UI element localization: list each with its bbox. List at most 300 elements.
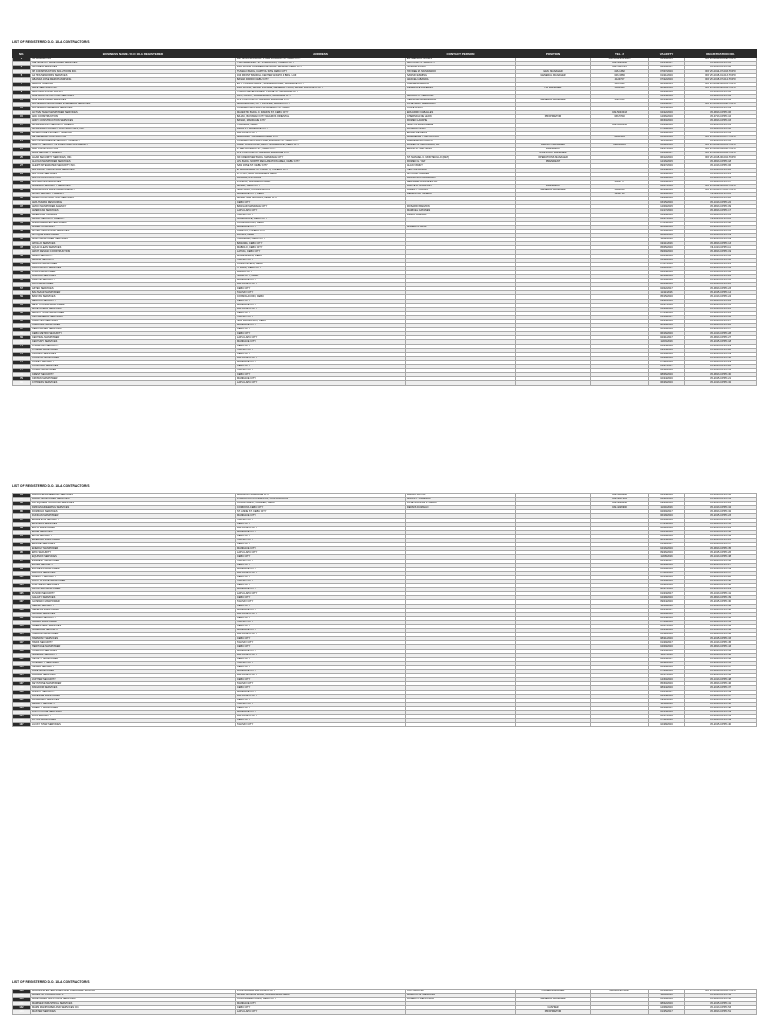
row-registration-no: VII-0813-CPPO-12 (685, 176, 757, 180)
row-business-name: HAWK SECURITY (31, 641, 236, 645)
row-validity: 07/31/2016 (649, 571, 685, 575)
row-no: 58 (13, 291, 31, 295)
registry-table (12, 49, 757, 386)
row-business-name: APEX MANPOWER SERVICES (31, 238, 236, 242)
row-no: 39 (13, 213, 31, 217)
row-address: CEBU CITY (236, 522, 406, 526)
row-contact-person: EDWIN DE LEON (406, 131, 516, 135)
row-address: SAN FRANCISCO, CEBU (236, 320, 406, 324)
row-registration-no: VII-0813-CPPO-15 (685, 229, 757, 233)
row-business-name: EMPIRE SERVICES (31, 543, 236, 547)
row-address: BASAK ACCESS ROAD, MINGLANILLA CEBU (236, 994, 406, 998)
row-contact-person: EDUARDO CABALLES (406, 111, 516, 115)
row-no: 43 (13, 229, 31, 233)
row-validity: 10/07/2016 (649, 625, 685, 629)
row-validity: 01/19/2017 (649, 315, 685, 319)
row-contact-person: CHERNICA DE LEON (406, 115, 516, 119)
row-registration-no: VII-0813-CPPO-23 (685, 287, 757, 291)
row-address: CEBU CITY (236, 698, 406, 702)
row-business-name: AE GENERAL CONTRACTOR (31, 135, 236, 139)
row-contact-person: JOSE MARY ABELARDO (406, 103, 516, 107)
row-business-name: CEBU ALLIED SERVICES (31, 328, 236, 332)
row-registration-no: VII-1013-CPPO-51 (685, 715, 757, 719)
row-business-name: EXCEL SECURITY (31, 563, 236, 567)
row-validity: 07/22/2016 (649, 78, 685, 82)
row-address: 2ND FLOOR COMMERCIAL BLDG. BANILAD CEBU CITY (236, 66, 406, 70)
row-no: 37 (13, 205, 31, 209)
row-address: LAPU-LAPU CITY (236, 283, 406, 287)
row-validity: 11/11/2016 (649, 291, 685, 295)
row-address: 3/F CREDOVER BLDG. MANDAUE CITY (236, 156, 406, 160)
row-contact-person: ROMEO G. DECOLAGO, JR. (406, 143, 516, 147)
row-registration-no: VII-1013-CPPO-28 (685, 332, 757, 336)
row-address: TALISAY CITY (236, 641, 406, 645)
row-business-name: EXPRESS MANPOWER (31, 567, 236, 571)
row-no: 83 (13, 502, 31, 506)
row-registration-no: VII-1013-CPPO-40 (685, 579, 757, 583)
row-no: 65 (13, 320, 31, 324)
row-registration-no: VII-0813-CPPO-27 (685, 336, 757, 340)
row-address: LAHUG, CEBU CITY (236, 250, 406, 254)
row-business-name: 3M CREW SERVICES (31, 66, 236, 70)
row-registration-no: VII-2015-CPPO-16 (685, 315, 757, 319)
row-address: EXT. TUNGKIL BLDG., SUMANDAN AVE., MANDAUE CITY (236, 82, 406, 86)
row-business-name: AGAR SECURITY SERVICES, INC. (31, 156, 236, 160)
row-validity: 10/19/2016 (649, 229, 685, 233)
row-validity: 01/06/2017 (649, 103, 685, 107)
row-validity: 11/27/2016 (649, 653, 685, 657)
row-validity: 05/15/2016 (649, 295, 685, 299)
row-address: MANDAUE CITY (236, 340, 406, 344)
row-validity: 09/04/2016 (649, 600, 685, 604)
row-business-name: ASIA PACIFIC SERVICES (31, 266, 236, 270)
row-address: COMPOSTELA, CEBU (236, 262, 406, 266)
row-no: 38 (13, 209, 31, 213)
row-registration-no: RO VII-2013-12-048-TCPO (685, 58, 757, 62)
row-no: 141 (13, 1002, 31, 1006)
col-position: POSITION (516, 50, 591, 58)
row-tel: 3457040 (591, 82, 649, 86)
row-business-name: ANTIQUE MANPOWER (31, 234, 236, 238)
row-validity: 09/21/2016 (649, 299, 685, 303)
row-registration-no: VII-1013-CPPO-06 (685, 66, 757, 70)
row-address: MANDAUE CITY (236, 608, 406, 612)
row-validity: 01/05/2017 (649, 690, 685, 694)
row-business-name: ARIES SECURITY (31, 254, 236, 258)
row-business-name: KNIGHT SECURITY (31, 690, 236, 694)
row-address: BARANGAY TALAMBAN CEBU CITY (236, 135, 406, 139)
row-registration-no: VII-1013-CPPO-26 (685, 168, 757, 172)
row-business-name: DANICA ENGINEERING SERVICES (31, 494, 236, 498)
row-business-name: LAKESIDE MANPOWER (31, 694, 236, 698)
row-no: 23 (13, 148, 31, 152)
row-address: CEBU CITY (236, 706, 406, 710)
row-validity: 03/02/2016 (649, 143, 685, 147)
row-address: LAPU-LAPU CITY (236, 526, 406, 530)
row-no: 52 (13, 266, 31, 270)
row-business-name: LOTUS MANPOWER (31, 719, 236, 723)
row-registration-no: VII-1013-CPPO-11 (685, 246, 757, 250)
row-contact-person: JESTONIO S. SKMPOTI (406, 62, 516, 66)
row-business-name: AM&M CONSTRUCTION SERVICES (31, 197, 236, 201)
row-validity: 12/23/2016 (649, 629, 685, 633)
row-address: LAPU-LAPU CITY (236, 209, 406, 213)
row-address: LAPU-LAPU CITY (236, 715, 406, 719)
row-no: 137 (13, 723, 31, 727)
row-no: 90 (13, 530, 31, 534)
section-title: LIST OF REGISTERED D.O. 18-A CONTRACTOR/S (12, 980, 90, 984)
row-tel (591, 381, 649, 385)
row-business-name: ADVENTURE PROJECT TRADING (31, 131, 236, 135)
row-business-name: ATLAS MANPOWER (31, 270, 236, 274)
row-validity: 08/18/2016 (649, 274, 685, 278)
row-business-name: ABANDA JOSE MERCHANDISING (31, 78, 236, 82)
row-validity: 03/08/2016 (649, 567, 685, 571)
row-no: 33 (13, 189, 31, 193)
row-validity: 02/14/2017 (649, 559, 685, 563)
section-title: LIST OF REGISTERED D.O. 18-A CONTRACTOR/S (12, 484, 90, 488)
row-registration-no: VII-0813-CPPO-20 (685, 197, 757, 201)
row-validity: 07/18/2016 (649, 127, 685, 131)
row-address: LAPU-LAPU CITY (236, 336, 406, 340)
row-business-name: INFINITY MANPOWER (31, 657, 236, 661)
row-no: 93 (13, 543, 31, 547)
row-registration-no: VII-2015-CPPO-18 (685, 340, 757, 344)
row-position: GEN. MANAGER (516, 70, 591, 74)
row-address: CEBU CITY (236, 678, 406, 682)
row-validity: 07/11/2016 (649, 719, 685, 723)
row-validity: 12/10/2015 (649, 58, 685, 62)
row-contact-person: VICTORIA LIM (406, 990, 516, 994)
row-address: CEBU CITY (236, 311, 406, 315)
row-address: DR. 88 ROJAS BLDG. P. DEL ROSARIO ST. CEBU CITY (236, 58, 406, 62)
row-address: TALISAY CITY (236, 539, 406, 543)
row-no: 53 (13, 270, 31, 274)
row-address: CONSOLACION, CEBU (236, 295, 406, 299)
row-registration-no: VII-1013-CPPO-24 (685, 295, 757, 299)
row-no: 128 (13, 686, 31, 690)
row-validity: 06/29/2016 (649, 563, 685, 567)
row-validity: 10/13/2016 (649, 575, 685, 579)
row-address: CEBU CITY (236, 332, 406, 336)
row-no: 1 (13, 58, 31, 62)
row-address: MANDAUE CITY (236, 1002, 406, 1006)
row-validity: 01/17/2016 (649, 209, 685, 213)
row-business-name: AVANTE SECURITY (31, 279, 236, 283)
row-no: 127 (13, 682, 31, 686)
row-no: 31 (13, 180, 31, 184)
row-business-name: ALERT INTEGRATED SECURITY INC. (31, 164, 236, 168)
row-no: 115 (13, 633, 31, 637)
row-business-name: MASTER SERVICES (31, 1010, 236, 1014)
row-no: 72 (13, 348, 31, 352)
row-business-name: GREEN LEAF SERVICES (31, 625, 236, 629)
row-address: CEBU CITY (236, 352, 406, 356)
row-no: 114 (13, 629, 31, 633)
row-business-name: COASTAL MANPOWER (31, 356, 236, 360)
row-business-name: DUNCAN MANPOWER (31, 514, 236, 518)
row-validity: 05/08/2016 (649, 534, 685, 538)
row-no: 87 (13, 518, 31, 522)
row-validity: 12/14/2015 (649, 168, 685, 172)
row-validity: 05/05/2016 (649, 246, 685, 250)
row-registration-no: VII-1013-CPPO-44 (685, 629, 757, 633)
row-position: OWNER/MANAGER (516, 990, 591, 994)
row-contact-person: ANTONIO SUAREZ (406, 172, 516, 176)
row-business-name: CREST SECURITY (31, 373, 236, 377)
row-business-name: INTEGRITY SERVICES (31, 661, 236, 665)
row-registration-no: VII-1013-CPPO-46 (685, 653, 757, 657)
row-validity: 03/18/2016 (649, 990, 685, 994)
row-address: CEBU CITY (236, 604, 406, 608)
col-reg: REGISTRATION NO. (685, 50, 757, 58)
row-no: 14 (13, 111, 31, 115)
row-validity: 08/22/2016 (649, 86, 685, 90)
row-address: MANDAUE CITY (236, 690, 406, 694)
row-registration-no: VII-0813-CPPO-42 (685, 633, 757, 637)
row-address: MANDAUE CITY (236, 303, 406, 307)
row-registration-no: VII-2015-CPPO-21 (685, 377, 757, 381)
row-registration-no: VII-2015-CPPO-17 (685, 328, 757, 332)
row-validity: 01/15/2017 (649, 62, 685, 66)
row-no: 122 (13, 661, 31, 665)
row-no: 10 (13, 94, 31, 98)
row-address: CONSOLACION, CEBU (236, 221, 406, 225)
row-registration-no: VII-0813-CPPO-17 (685, 209, 757, 213)
registry-table (12, 989, 757, 1015)
row-registration-no: VII-1013-CPPO-49 (685, 690, 757, 694)
row-contact-person: HAYDEE M. MUNDANDO (406, 70, 516, 74)
row-address: MABOLO, CEBU CITY (236, 246, 406, 250)
row-contact-person: SANTOS RASONABLE (406, 123, 516, 127)
row-address: TALISAY CITY (236, 213, 406, 217)
row-no: 51 (13, 262, 31, 266)
row-address: SANTIAGO, CONSOLACION (236, 189, 406, 193)
row-contact-person: PENELOPE PALERMO (406, 86, 516, 90)
row-no: 103 (13, 584, 31, 588)
row-business-name: LION SECURITY (31, 715, 236, 719)
row-validity: 04/27/2016 (649, 217, 685, 221)
row-business-name: CORAL MANPOWER (31, 369, 236, 373)
row-no: 96 (13, 555, 31, 559)
row-business-name: GENESIS MANPOWER (31, 608, 236, 612)
row-business-name: AZTEC SERVICES (31, 287, 236, 291)
row-no: 142 (13, 1006, 31, 1010)
row-validity: 12/16/2015 (649, 160, 685, 164)
row-registration-no: VII-2015-CPPO-36 (685, 674, 757, 678)
row-business-name: 3H CONSTRUCTION SOLUTIONS INC. (31, 70, 236, 74)
row-address: MANDAUE CITY (236, 629, 406, 633)
row-registration-no: VII-0813-CPPO-01 (685, 213, 757, 217)
row-business-name: ALL FRONT INDUSTRIAL SERVICES (31, 168, 236, 172)
row-address: MANDAUE CITY (236, 514, 406, 518)
row-business-name: AMERICAN TRADING (31, 213, 236, 217)
row-registration-no: VII-1013-CPPO-06 (685, 164, 757, 168)
row-contact-person: ROBERTO DELA CRUZ (406, 998, 516, 1002)
row-contact-person: SANSIO ESMING (406, 74, 516, 78)
row-address: CEBU CITY (236, 344, 406, 348)
row-business-name: AMCO MANPOWER AGENCY (31, 205, 236, 209)
row-registration-no: VII-0813-CPPO-10 (685, 127, 757, 131)
row-tel: 032-4299846 (591, 502, 649, 506)
row-tel: 260-3058/231-4885 (591, 58, 649, 62)
row-registration-no: VII-1013-CPPO-21 (685, 172, 757, 176)
row-registration-no: VII-0813-CPPO-05 (685, 62, 757, 66)
row-registration-no: VII-0813-CPPO-24 (685, 299, 757, 303)
row-registration-no: VII-2015-CPPO-04 (685, 98, 757, 102)
row-address: MANDAUE CITY, CEBU (236, 193, 406, 197)
row-address: TALISAY CITY (236, 702, 406, 706)
row-address: CEBU CITY (236, 563, 406, 567)
row-registration-no: VII-0813-CPPO-33 (685, 522, 757, 526)
row-no: 32 (13, 184, 31, 188)
row-registration-no: VII-1013-CPPO-48 (685, 678, 757, 682)
row-business-name: EASTERN SERVICES (31, 522, 236, 526)
row-registration-no: VII-0813-CPPO-38 (685, 584, 757, 588)
row-no: 105 (13, 592, 31, 596)
row-validity: 08/27/2016 (649, 588, 685, 592)
row-registration-no: VII-0813-CPPO-28 (685, 348, 757, 352)
row-business-name: ADC CONSTRUCTION (31, 115, 236, 119)
row-business-name: AXIS MANPOWER (31, 283, 236, 287)
row-business-name: GEMINI SECURITY (31, 604, 236, 608)
row-tel: 032-4237891 (591, 498, 649, 502)
row-registration-no: VII-2015-CPPO-34 (685, 649, 757, 653)
row-contact-person: REDENTOR TAÑEDO (406, 193, 516, 197)
row-address: NAGA CITY, CEBU (236, 274, 406, 278)
row-address: TALISAY CITY (236, 559, 406, 563)
row-contact-person: MARICEL CATANES (406, 209, 516, 213)
row-contact-person: ESTRELLA D. ROJAS (406, 58, 516, 62)
row-business-name: ALLEGRO SECURITY SERVICES (31, 184, 236, 188)
row-validity: 08/02/2016 (649, 1002, 685, 1006)
row-contact-person: DINDO CUENCA (406, 213, 516, 217)
row-business-name: LUCKY STAR SERVICES (31, 723, 236, 727)
row-contact-person: HERMINIA ARMENDARIZ (406, 98, 516, 102)
row-validity: 07/03/2016 (649, 221, 685, 225)
row-registration-no: VII-0813-CPPO-09 (685, 205, 757, 209)
row-registration-no: VII-2015-CPPO-40 (685, 723, 757, 727)
row-validity: 07/28/2016 (649, 670, 685, 674)
row-address: LAPU-LAPU CITY (236, 592, 406, 596)
row-validity: 12/12/2016 (649, 258, 685, 262)
row-validity: 10/15/2016 (649, 107, 685, 111)
row-address: DPN, CANOY, SUBANGDAKU, MANDAUE CITY (236, 94, 406, 98)
row-address: TUBURAN, CEBU (236, 123, 406, 127)
col-tel: TEL. # (591, 50, 649, 58)
row-no: 97 (13, 559, 31, 563)
row-address: CEBU CITY (236, 534, 406, 538)
row-no: 18 (13, 127, 31, 131)
row-validity: 12/13/2016 (649, 94, 685, 98)
row-registration-no: VII-2015-CPPO-09 (685, 238, 757, 242)
row-no: 78 (13, 373, 31, 377)
row-validity: 09/17/2016 (649, 148, 685, 152)
row-validity: 12/28/2016 (649, 356, 685, 360)
row-no: 34 (13, 193, 31, 197)
row-no: 140 (13, 998, 31, 1002)
row-validity: 02/18/2017 (649, 706, 685, 710)
row-no: 8 (13, 86, 31, 90)
row-no: 139 (13, 994, 31, 998)
row-address: CEBU CITY (236, 616, 406, 620)
row-contact-person: HECTOR BORJA (406, 168, 516, 172)
row-validity: 02/26/2016 (649, 90, 685, 94)
row-registration-no: RO VII-2015-06-004-TCPO (685, 156, 757, 160)
row-registration-no: VII-2015-CPPO-33 (685, 637, 757, 641)
row-business-name: JAGUAR SERVICES (31, 674, 236, 678)
row-no: 36 (13, 201, 31, 205)
row-no: 104 (13, 588, 31, 592)
row-registration-no: RO VII-2014-02-003-TCPO (685, 184, 757, 188)
row-business-name: ARMOR SECURITY (31, 258, 236, 262)
row-no: 55 (13, 279, 31, 283)
row-address: CEBU CITY (236, 686, 406, 690)
row-business-name: LEGACY SECURITY (31, 702, 236, 706)
row-no: 91 (13, 534, 31, 538)
row-registration-no: VII-0813-CPPO-22 (685, 274, 757, 278)
row-business-name: ALMAWORKS MANPOWER AGENCY (31, 189, 236, 193)
row-registration-no: VII-1013-CPPO-16 (685, 258, 757, 262)
row-contact-person: VIOLETA ROY (406, 107, 516, 111)
row-registration-no: VII-2015-CPPO-01 (685, 123, 757, 127)
row-validity: 03/31/2016 (649, 135, 685, 139)
row-business-name: ALL STAR SERVICES (31, 172, 236, 176)
row-validity: 09/13/2016 (649, 348, 685, 352)
row-no: 126 (13, 678, 31, 682)
row-no: 68 (13, 332, 31, 336)
row-validity: 02/25/2017 (649, 608, 685, 612)
row-address: MAJESTIC BLDG. F. RAMOS ST. CEBU CITY (236, 111, 406, 115)
row-validity: 01/29/2017 (649, 641, 685, 645)
row-validity: 11/24/2016 (649, 506, 685, 510)
row-registration-no: VII-2015-CPPO-28 (685, 575, 757, 579)
row-address: IT PARK, CEBU CITY (236, 266, 406, 270)
row-registration-no: VII-2015-CPPO-32 (685, 625, 757, 629)
row-contact-person: MARIBELLE T. DE CASTRO (406, 135, 516, 139)
row-no: 46 (13, 242, 31, 246)
row-business-name: BANYAN SERVICES (31, 295, 236, 299)
row-address: TALAMBAN, CEBU CITY (236, 238, 406, 242)
row-business-name: ENERGY MANPOWER (31, 547, 236, 551)
row-registration-no: VII-2015-CPPO-25 (685, 539, 757, 543)
row-registration-no: VII-0813-CPPO-47 (685, 694, 757, 698)
row-no: 79 (13, 377, 31, 381)
row-business-name: COMET SECURITY (31, 360, 236, 364)
row-address: CEBU CITY (236, 287, 406, 291)
row-contact-person (406, 381, 516, 385)
row-registration-no: VII-0813-CPPO-19 (685, 250, 757, 254)
row-registration-no: VII-1013-CPPO-53 (685, 1006, 757, 1010)
row-address: CEBU CITY (236, 328, 406, 332)
row-business-name: FRONTIER MANPOWER (31, 588, 236, 592)
row-registration-no: VII-0813-CPPO-37 (685, 571, 757, 575)
row-no: 40 (13, 217, 31, 221)
row-business-name: EPIC SECURITY (31, 551, 236, 555)
row-validity: 12/19/2016 (649, 579, 685, 583)
row-registration-no: VII-1013-CPPO-31 (685, 369, 757, 373)
row-validity: 02/28/2016 (649, 131, 685, 135)
row-address: COGON WEST, CARMEN, CEBU (236, 502, 406, 506)
row-address: CEBU CITY (236, 657, 406, 661)
row-no: 66 (13, 324, 31, 328)
row-address: MANDAUE CITY (236, 670, 406, 674)
row-validity: 06/09/2016 (649, 612, 685, 616)
row-address: CEBU CITY (236, 637, 406, 641)
row-position: OPERATIONS MANAGER (516, 156, 591, 160)
row-tel: 343-3366 (591, 74, 649, 78)
row-validity: 11/19/2016 (649, 702, 685, 706)
